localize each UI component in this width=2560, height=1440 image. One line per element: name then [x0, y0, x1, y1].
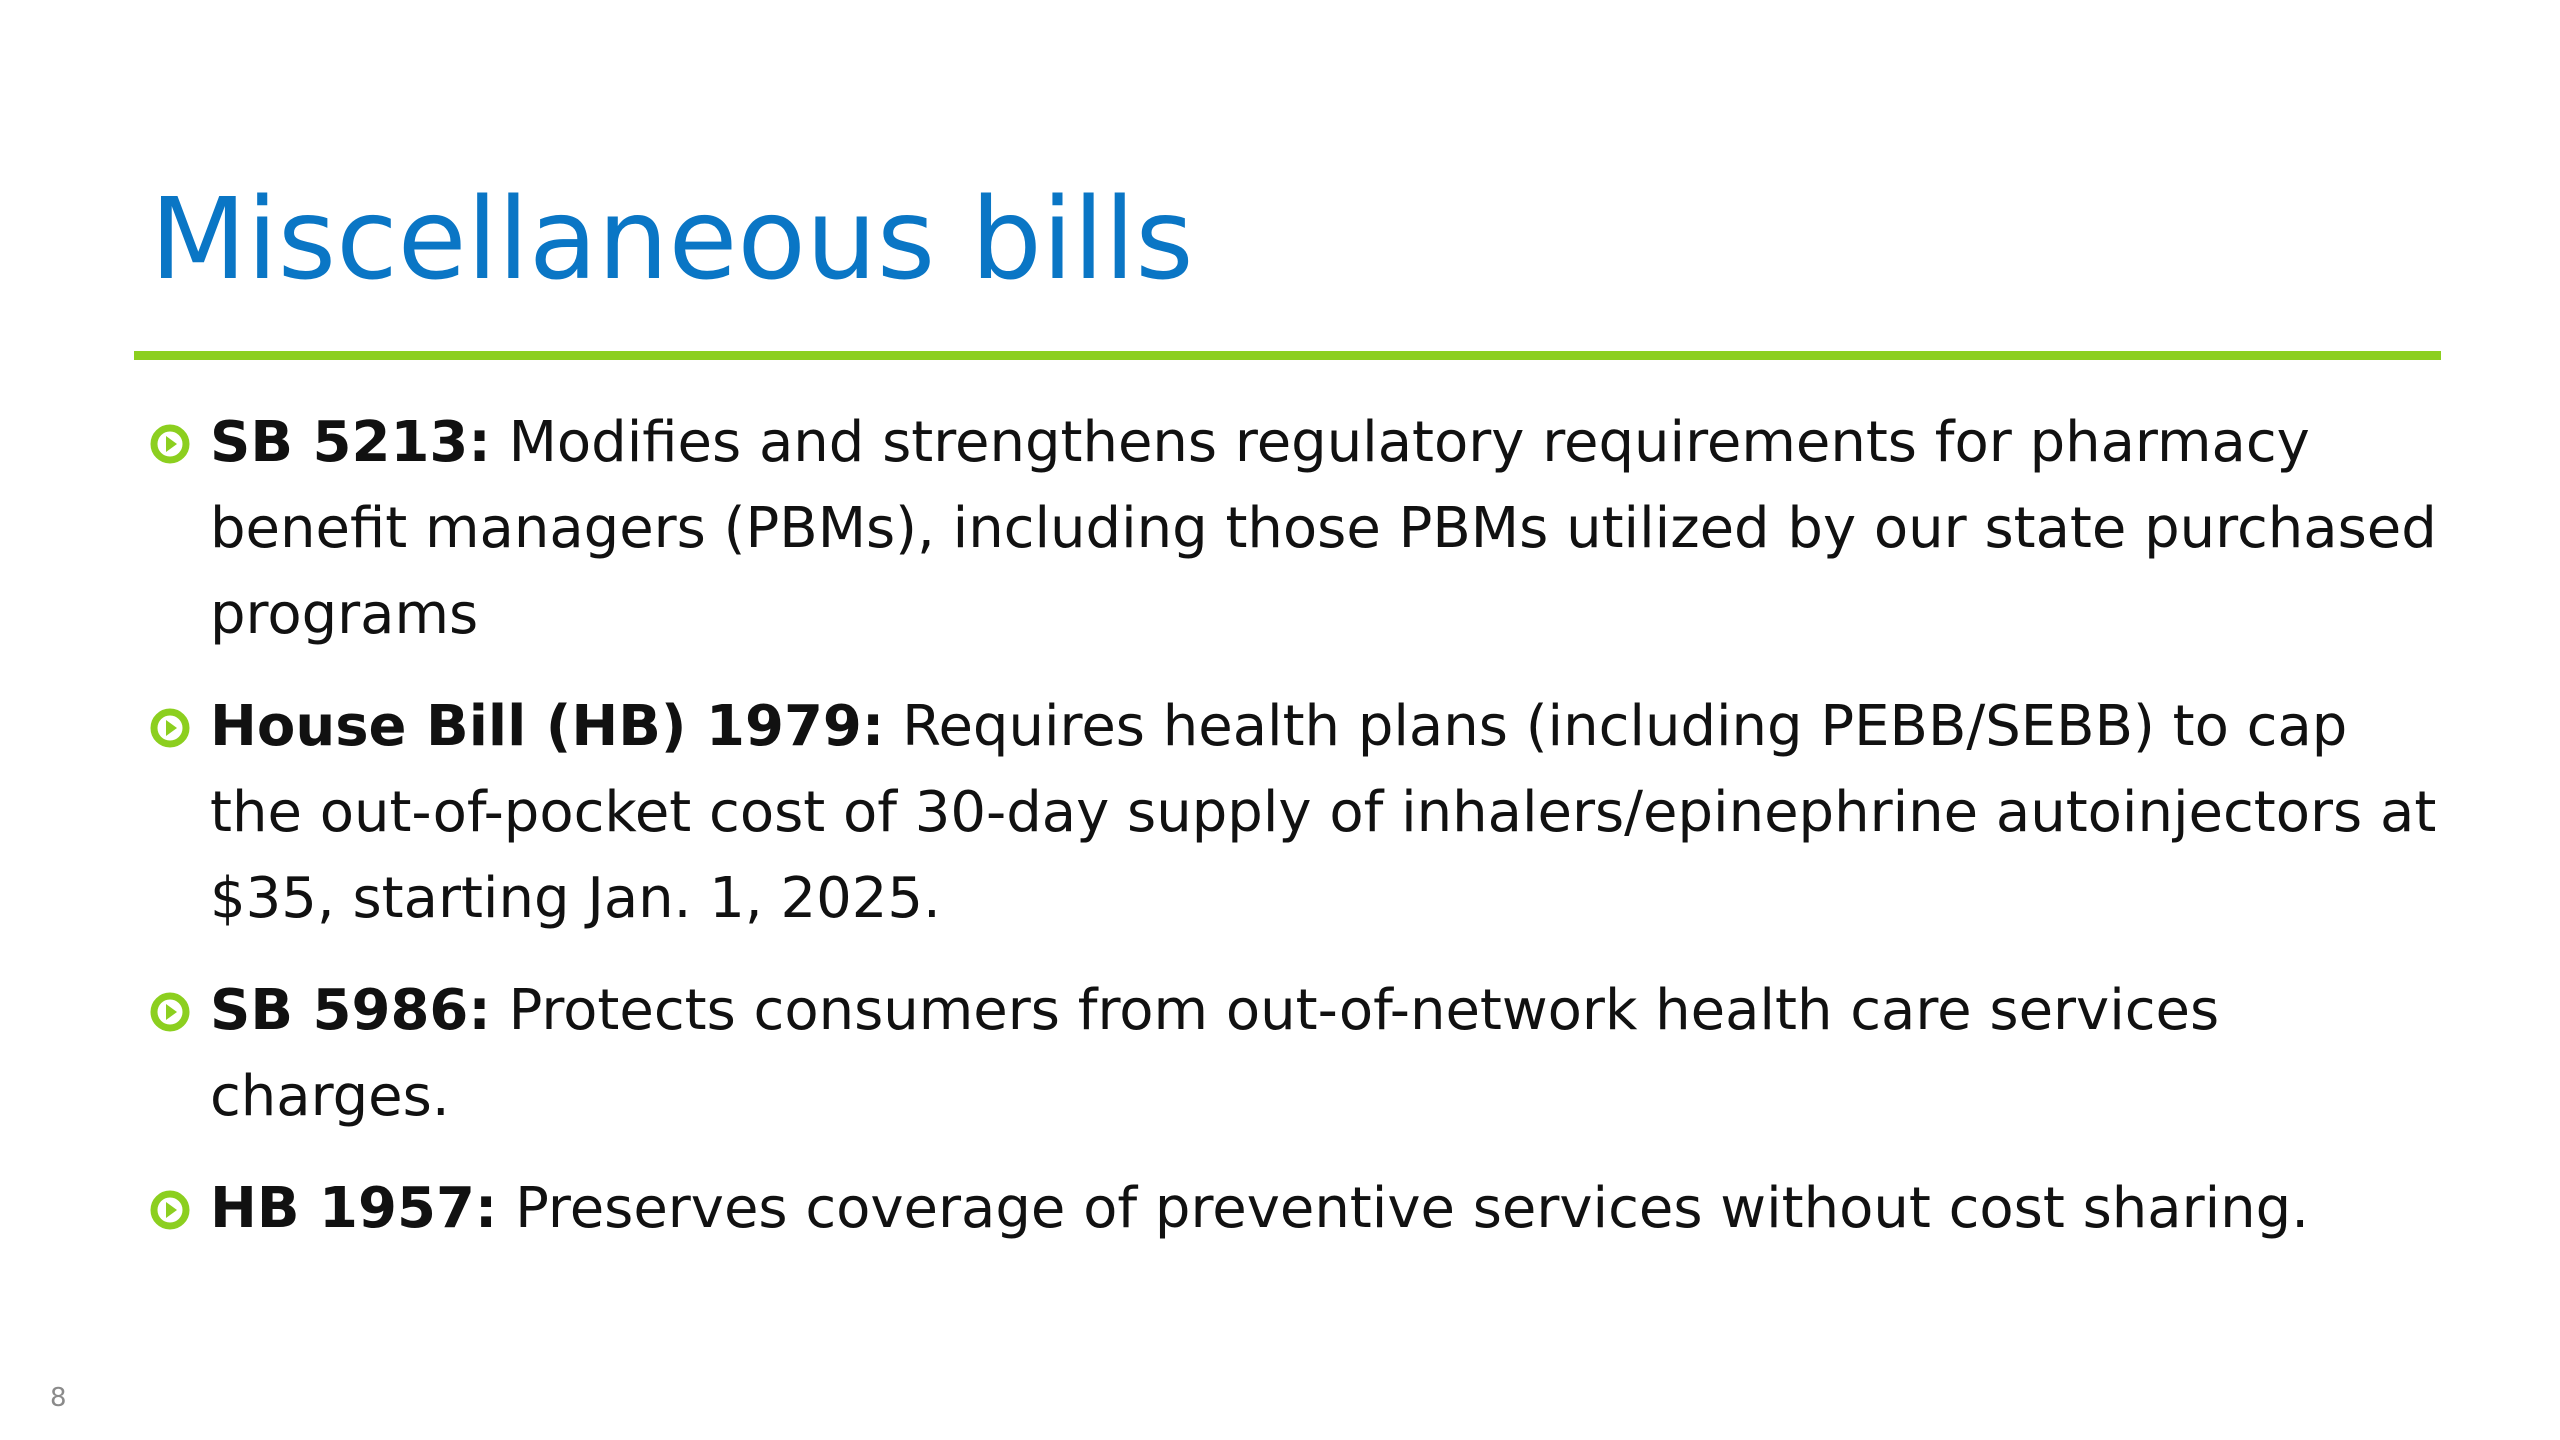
slide-title: Miscellaneous bills — [150, 175, 1194, 305]
bill-description: Protects consumers from out-of-network health care services charges. — [210, 978, 2220, 1129]
circle-play-icon — [150, 992, 190, 1032]
list-item — [150, 968, 2440, 1140]
title-divider — [134, 351, 2441, 360]
bill-description: Preserves coverage of preventive services without cost sharing. — [497, 1176, 2309, 1241]
bill-id: SB 5213: — [210, 410, 491, 475]
circle-play-icon — [150, 424, 190, 464]
bullet-list — [150, 400, 2440, 1278]
list-item — [150, 684, 2440, 942]
bill-description: Modifies and strengthens regulatory requirements for pharmacy benefit managers (PBMs), including those PBMs utilized by our state purchased programs — [210, 410, 2437, 647]
bill-id: House Bill (HB) 1979: — [210, 694, 885, 759]
list-item — [150, 1166, 2440, 1252]
list-item — [150, 400, 2440, 658]
circle-play-icon — [150, 1190, 190, 1230]
circle-play-icon — [150, 708, 190, 748]
bill-id: SB 5986: — [210, 978, 491, 1043]
bill-id: HB 1957: — [210, 1176, 498, 1241]
bill-description: Requires health plans (including PEBB/SEBB) to cap the out-of-pocket cost of 30-day supply of inhalers/epinephrine autoinjectors at $35, starting Jan. 1, 2025. — [210, 694, 2437, 931]
page-number: 8 — [50, 1383, 67, 1413]
